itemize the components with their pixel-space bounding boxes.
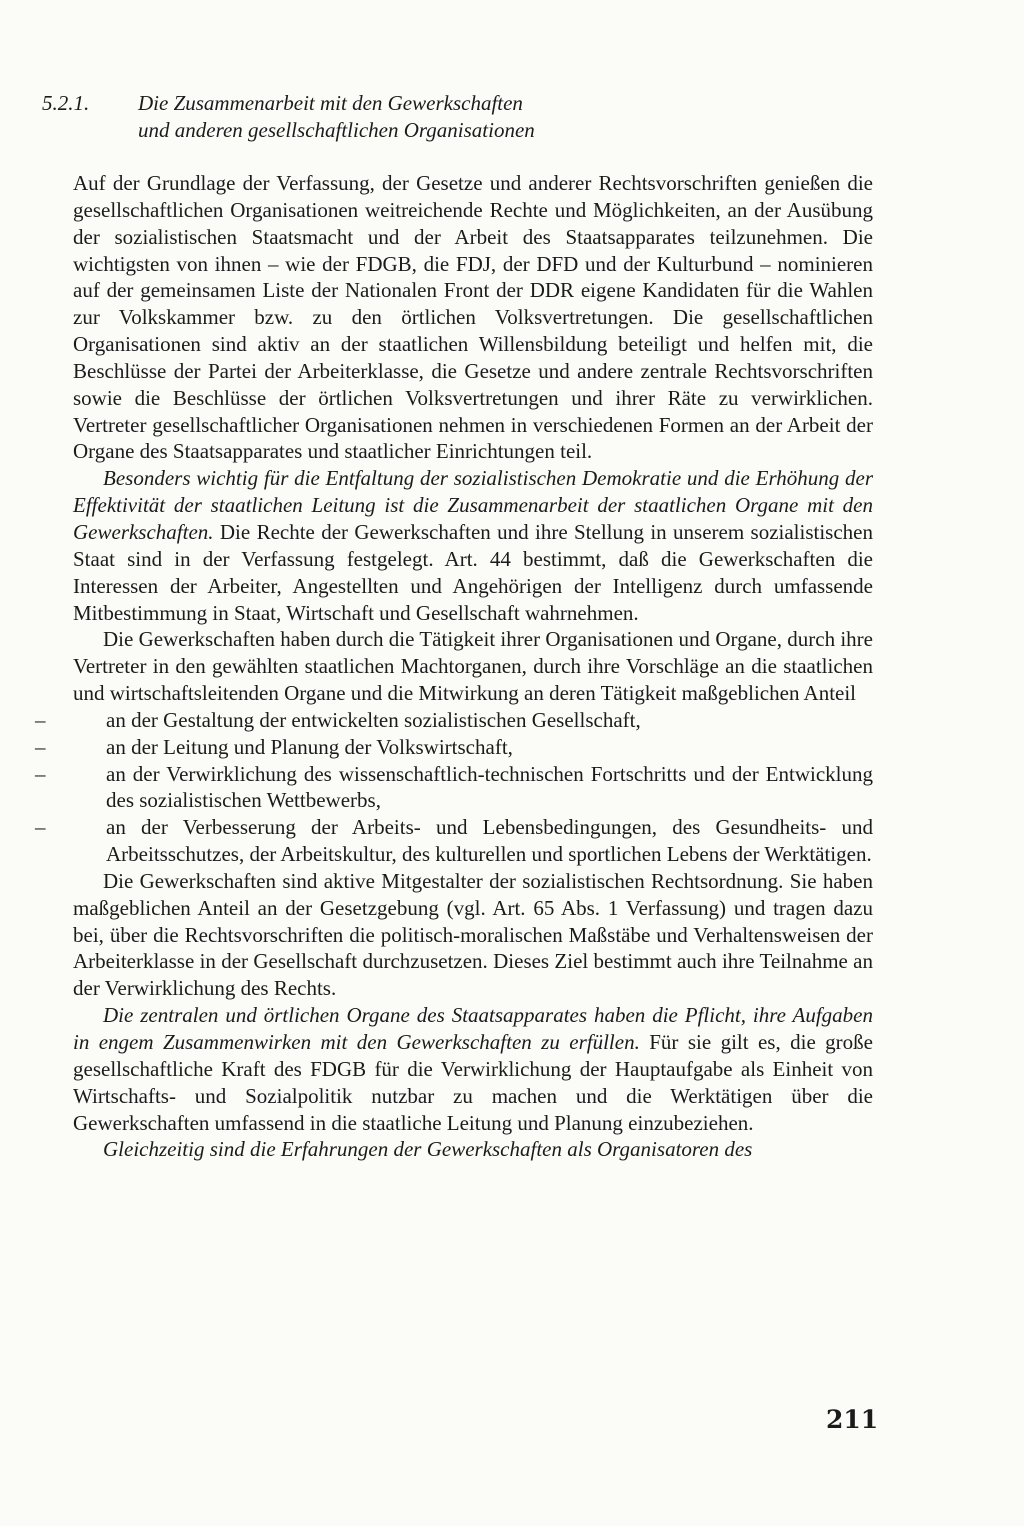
paragraph-1: Auf der Grundlage der Verfassung, der Gesetze und anderer Rechtsvorschriften genießen die gesellschaftlichen Organisationen weitreichende Rechte und Möglichkeiten, an der Ausübung der sozialistischen Staatsmacht und der Arbeit des Staatsapparates teilzunehmen. Die wichtigsten von ihnen – wie der FDGB, die FDJ, der DFD und der Kulturbund – nominieren auf der gemeinsamen Liste der Nationalen Front der DDR eigene Kandidaten für die Wahlen zur Volkskammer bzw. zu den örtlichen Volksvertretungen. Die gesellschaftlichen Organisationen sind aktiv an der staatlichen Willensbildung beteiligt und helfen mit, die Beschlüsse der Partei der Arbeiterklasse, die Gesetze und andere zentrale Rechtsvorschriften sowie die Beschlüsse der örtlichen Volksvertretungen und ihrer Räte zu verwirklichen. Vertreter gesellschaftlicher Organisationen nehmen in verschiedenen Formen an der Arbeit der Organe des Staatsapparates und staatlicher Einrichtungen teil.	[73, 171, 873, 464]
paragraph-2-emphasis: Besonders wichtig für die Entfaltung der sozialistischen Demokratie und die Erhöhung der Effektivität der staatlichen Leitung ist die Zusammenarbeit der staatlichen Organe mit den Gewerkschaften.	[73, 466, 873, 544]
body-text	[73, 170, 873, 1163]
list-item: – an der Gestaltung der entwickelten sozialistischen Gesellschaft,	[73, 707, 873, 734]
list-item: – an der Leitung und Planung der Volkswirtschaft,	[73, 734, 873, 761]
paragraph-4: Die Gewerkschaften sind aktive Mitgestalter der sozialistischen Rechtsordnung. Sie haben maßgeblichen Anteil an der Gesetzgebung (vgl. Art. 65 Abs. 1 Verfassung) und tragen dazu bei, über die Rechtsvorschriften die politisch-moralischen Maßstäbe und Verhaltensweisen der Arbeiterklasse in der Gesellschaft durchzusetzen. Dieses Ziel bestimmt auch ihre Teilnahme an der Verwirklichung des Rechts.	[73, 868, 873, 1001]
paragraph-6	[73, 1136, 873, 1163]
list-item: – an der Verbesserung der Arbeits- und Lebensbedingungen, des Gesundheits- und Arbeitsschutzes, der Arbeitskultur, des kulturellen und sportlichen Lebens der Werktätigen.	[73, 814, 873, 868]
section-title-line-2: und anderen gesellschaftlichen Organisationen	[138, 118, 535, 142]
paragraph-5	[73, 1002, 873, 1136]
dash-list	[73, 707, 873, 868]
list-item: – an der Verwirklichung des wissenschaftlich-technischen Fortschritts und der Entwicklung des sozialistischen Wettbewerbs,	[73, 761, 873, 815]
section-title	[138, 90, 698, 144]
paragraph-5-emphasis: Die zentralen und örtlichen Organe des Staatsapparates haben die Pflicht, ihre Aufgaben in engem Zusammenwirken mit den Gewerkschaften zu erfüllen.	[73, 1003, 873, 1054]
paragraph-6-emphasis: Gleichzeitig sind die Erfahrungen der Gewerkschaften als Organisatoren des	[103, 1137, 753, 1162]
paragraph-5-text: Für sie gilt es, die große gesellschaftliche Kraft des FDGB für die Verwirklichung der Hauptaufgabe als Einheit von Wirtschafts- und Sozialpolitik nutzbar zu machen und die Werktätigen über die Gewerkschaften umfassend in die staatliche Leitung und Planung einzubeziehen.	[73, 1030, 873, 1135]
page-number: 211	[826, 1405, 879, 1434]
paragraph-2	[73, 465, 873, 626]
section-number: 5.2.1.	[42, 91, 90, 115]
paragraph-3: Die Gewerkschaften haben durch die Tätigkeit ihrer Organisationen und Organe, durch ihre Vertreter in den gewählten staatlichen Machtorganen, durch ihre Vorschläge an die staatlichen und wirtschaftsleitenden Organe und die Mitwirkung an deren Tätigkeit maßgeblichen Anteil	[73, 627, 873, 706]
paragraph-2-text: Die Rechte der Gewerkschaften und ihre Stellung in unserem sozialistischen Staat sind in der Verfassung festgelegt. Art. 44 bestimmt, daß die Gewerkschaften die Interessen der Arbeiter, Angestellten und Angehörigen der Intelligenz durch umfassende Mitbestimmung in Staat, Wirtschaft und Gesellschaft wahrnehmen.	[73, 519, 873, 625]
section-title-line-1: Die Zusammenarbeit mit den Gewerkschaften	[138, 91, 523, 115]
